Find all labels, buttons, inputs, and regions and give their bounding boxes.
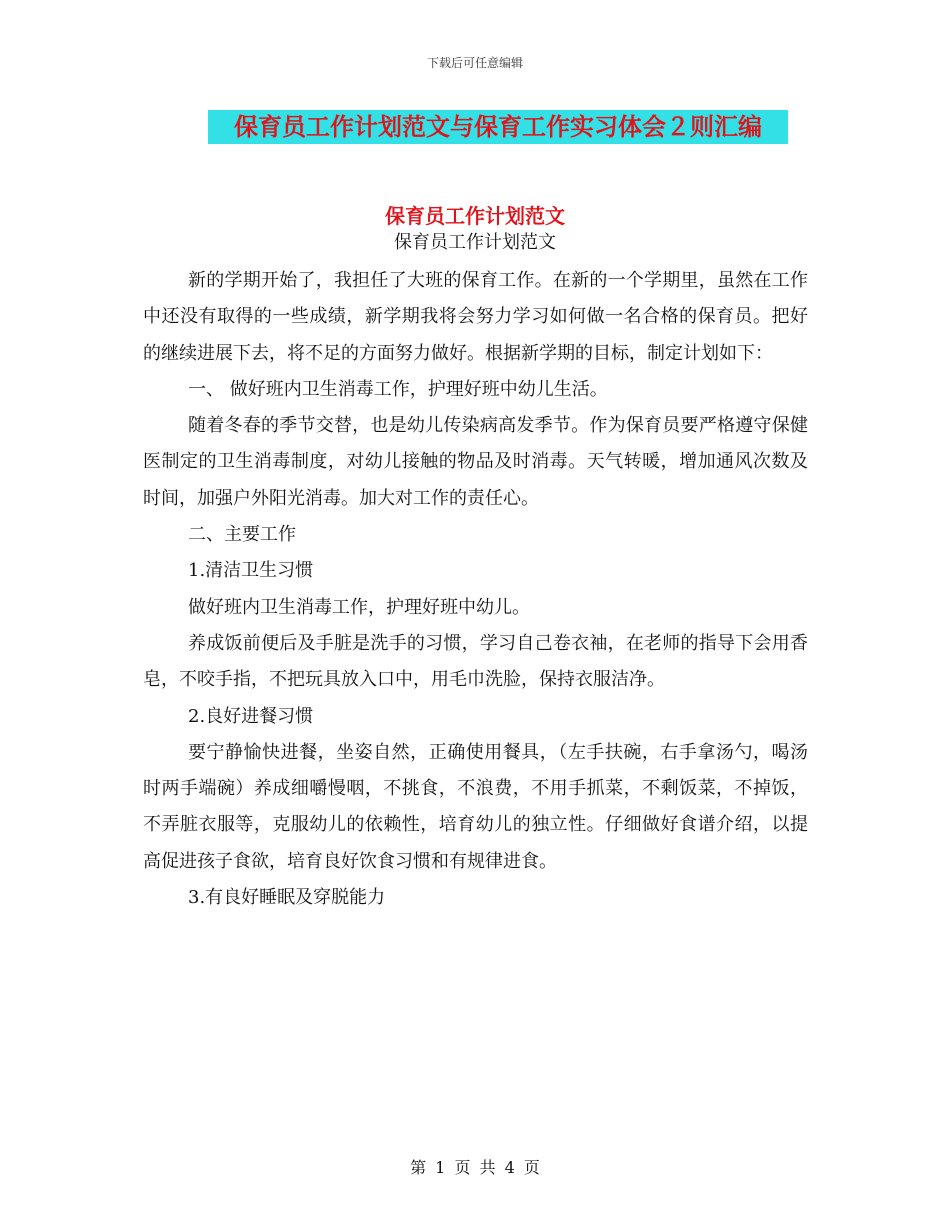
subheading-cleanliness: 1.清洁卫生习惯 xyxy=(188,560,314,582)
heading-main-work: 二、主要工作 xyxy=(188,524,296,546)
paragraph-handwashing: 养成饭前便后及手脏是洗手的习惯，学习自己卷衣袖，在老师的指导下会用香皂，不咬手指，不把玩具放入口中，用毛巾洗脸，保持衣服洁净。 xyxy=(143,632,808,691)
paragraph-dining: 要宁静愉快进餐，坐姿自然，正确使用餐具，（左手扶碗，右手拿汤勺，喝汤时两手端碗）养成细嚼慢咽，不挑食，不浪费，不用手抓菜，不剩饭菜，不掉饭，不弄脏衣服等，克服幼儿的依赖性，培育幼儿的独立性。仔细做好食谱介绍，以提高促进孩子食欲，培育良好饮食习惯和有规律进食。 xyxy=(143,741,808,872)
section-subtitle: 保育员工作计划范文 xyxy=(394,232,556,253)
subheading-dining: 2.良好进餐习惯 xyxy=(188,705,314,727)
document-title: 保育员工作计划范文与保育工作实习体会２则汇编 xyxy=(208,110,788,144)
page-footer: 第 1 页 共 4 页 xyxy=(410,1158,540,1177)
subheading-sleep: 3.有良好睡眠及穿脱能力 xyxy=(188,887,386,909)
paragraph-intro: 新的学期开始了，我担任了大班的保育工作。在新的一个学期里，虽然在工作中还没有取得的一些成绩，新学期我将会努力学习如何做一名合格的保育员。把好的继续进展下去，将不足的方面努力做好。根据新学期的目标，制定计划如下： xyxy=(143,270,808,364)
paragraph-cleaning: 做好班内卫生消毒工作，护理好班中幼儿。 xyxy=(188,596,530,618)
section-title: 保育员工作计划范文 xyxy=(385,204,565,228)
paragraph-hygiene: 随着冬春的季节交替，也是幼儿传染病高发季节。作为保育员要严格遵守保健医制定的卫生消毒制度，对幼儿接触的物品及时消毒。天气转暖，增加通风次数及时间，加强户外阳光消毒。加大对工作的责任心。 xyxy=(143,415,808,509)
document-body xyxy=(143,263,808,916)
heading-one: 一、 做好班内卫生消毒工作，护理好班中幼儿生活。 xyxy=(188,378,608,400)
header-note: 下载后可任意编辑 xyxy=(426,56,523,70)
